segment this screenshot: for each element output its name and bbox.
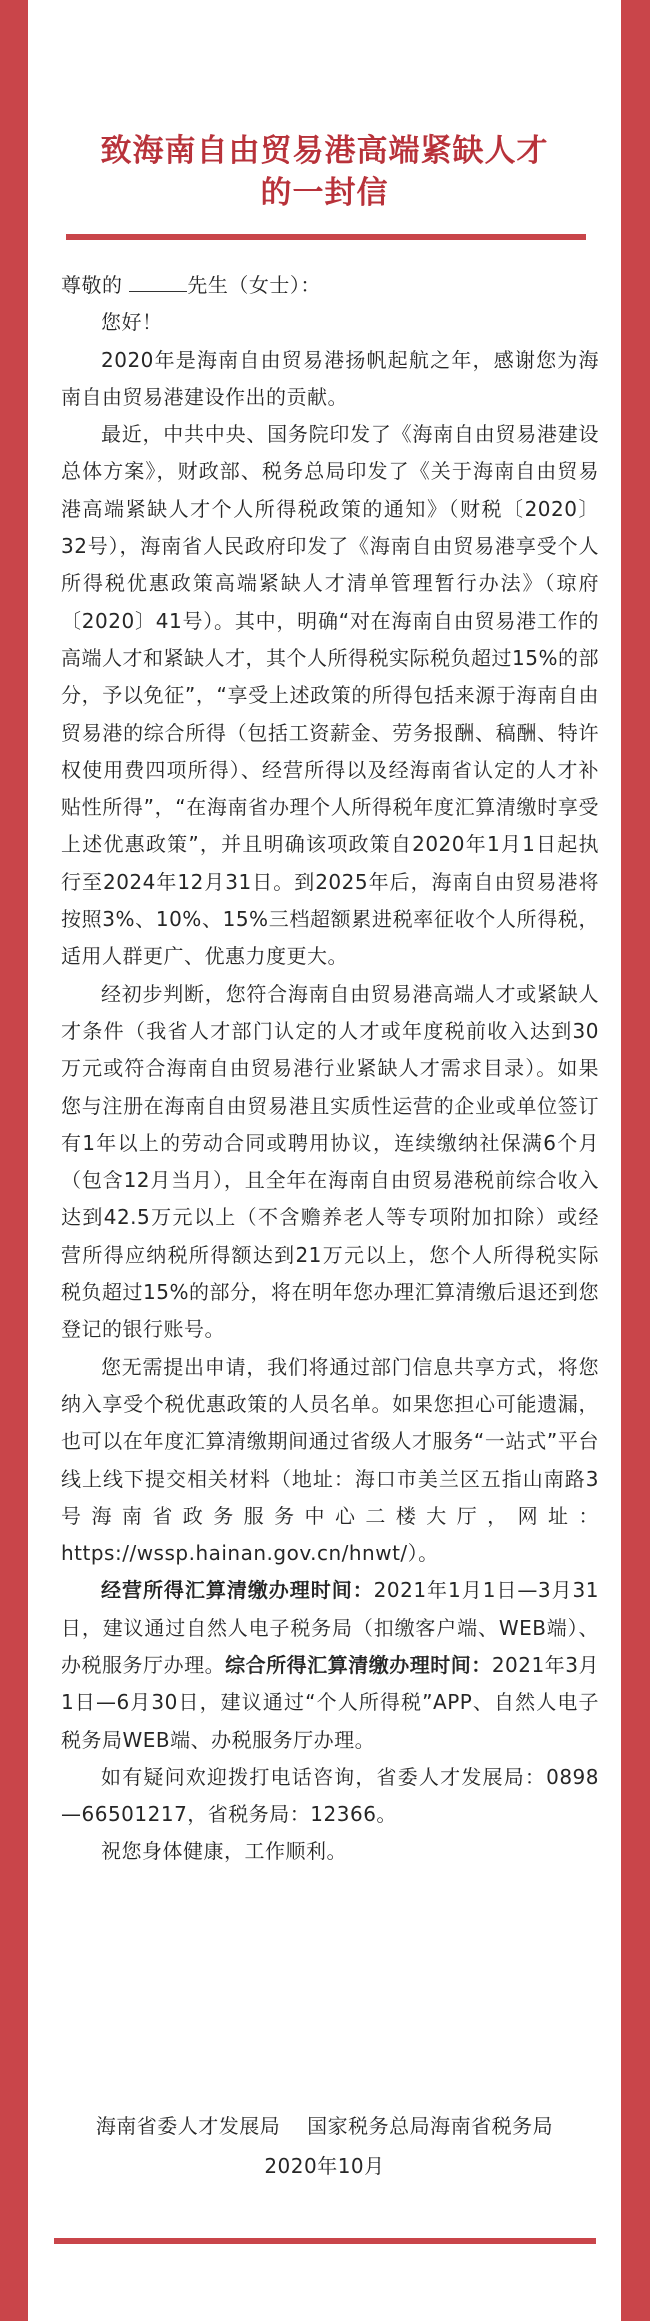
title-line-1: 致海南自由贸易港高端紧缺人才 xyxy=(100,133,549,169)
salutation-suffix: 先生（女士）： xyxy=(187,273,321,297)
letter-paper xyxy=(28,0,621,2321)
bottom-divider xyxy=(54,2238,596,2244)
paragraph-2: 最近，中共中央、国务院印发了《海南自由贸易港建设总体方案》，财政部、税务总局印发了《关于海南自由贸易港高端紧缺人才个人所得税政策的通知》（财税〔2020〕32号），海南省人民政府印发了《海南自由贸易港享受个人所得税优惠政策高端紧缺人才清单管理暂行办法》（琼府〔2020〕41号）。其中，明确“对在海南自由贸易港工作的高端人才和紧缺人才，其个人所得税实际税负超过15%的部分，予以免征”，“享受上述政策的所得包括来源于海南自由贸易港的综合所得（包括工资薪金、劳务报酬、稿酬、特许权使用费四项所得）、经营所得以及经海南省认定的人才补贴性所得”，“在海南省办理个人所得税年度汇算清缴时享受上述优惠政策”，并且明确该项政策自2020年1月1日起执行至2024年12月31日。到2025年后，海南自由贸易港将按照3%、10%、15%三档超额累进税率征收个人所得税，适用人群更广、优惠力度更大。 xyxy=(61,422,599,969)
paragraph-3: 经初步判断，您符合海南自由贸易港高端人才或紧缺人才条件（我省人才部门认定的人才或年度税前收入达到30万元或符合海南自由贸易港行业紧缺人才需求目录）。如果您与注册在海南自由贸易港且实质性运营的企业或单位签订有1年以上的劳动合同或聘用协议，连续缴纳社保满6个月（包含12月当月），且全年在海南自由贸易港税前综合收入达到42.5万元以上（不含赡养老人等专项附加扣除）或经营所得应纳税所得额达到21万元以上，您个人所得税实际税负超过15%的部分，将在明年您办理汇算清缴后退还到您登记的银行账号。 xyxy=(61,981,599,1342)
comprehensive-schedule-text: 2021年3月1日—6月30日，建议通过“个人所得税”APP、自然人电子税务局WEB端、办税服务厅办理。 xyxy=(61,1652,599,1752)
closing-wish: 祝您身体健康，工作顺利。 xyxy=(101,1839,347,1864)
letter-title xyxy=(28,130,621,214)
comprehensive-schedule-label: 综合所得汇算清缴办理时间： xyxy=(225,1652,492,1677)
title-line-2: 的一封信 xyxy=(260,175,389,211)
paragraph-1: 2020年是海南自由贸易港扬帆起航之年，感谢您为海南自由贸易港建设作出的贡献。 xyxy=(61,347,599,409)
salutation xyxy=(61,267,599,304)
top-divider xyxy=(66,234,586,240)
signature-block xyxy=(28,2106,621,2186)
name-blank xyxy=(129,269,187,292)
business-schedule-text: 2021年1月1日—3月31日，建议通过自然人电子税务局（扣缴客户端、WEB端）、办税服务厅办理。 xyxy=(61,1578,599,1677)
paragraph-4: 您无需提出申请，我们将通过部门信息共享方式，将您纳入享受个税优惠政策的人员名单。如果您担心可能遗漏，也可以在年度汇算清缴期间通过省级人才服务“一站式”平台线上线下提交相关材料（地址：海口市美兰区五指山南路3号海南省政务服务中心二楼大厅，网址：https://wssp.hainan.gov.cn/hnwt/）。 xyxy=(61,1354,599,1566)
signatory-tax-bureau: 国家税务总局海南省税务局 xyxy=(307,2114,554,2138)
contact-paragraph: 如有疑问欢迎拨打电话咨询，省委人才发展局：0898—66501217，省税务局：12366。 xyxy=(61,1764,599,1827)
signatory-talent-bureau: 海南省委人才发展局 xyxy=(95,2114,281,2138)
letter-body xyxy=(61,267,599,1871)
salutation-prefix: 尊敬的 xyxy=(61,273,123,297)
schedule-paragraph xyxy=(61,1572,599,1758)
greeting: 您好！ xyxy=(101,310,163,335)
letter-date: 2020年10月 xyxy=(264,2154,385,2178)
business-schedule-label: 经营所得汇算清缴办理时间： xyxy=(101,1578,374,1603)
